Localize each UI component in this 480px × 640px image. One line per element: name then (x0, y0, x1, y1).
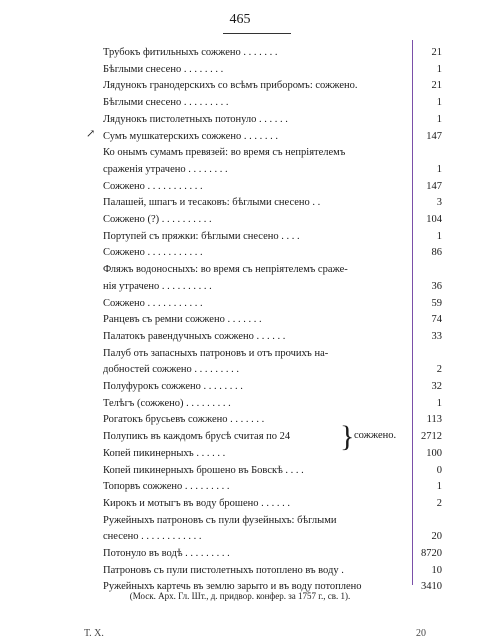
item-label: Трубокъ фитильныхъ сожжено . . . . . . . (103, 47, 278, 58)
margin-mark: ↗ (86, 128, 96, 140)
table-row (0, 563, 480, 579)
item-count: 3410 (421, 581, 442, 593)
source-footnote: (Моск. Арх. Гл. Шт., д. придвор. конфер. за 1757 г., св. 1). (129, 591, 351, 601)
item-label: Потонуло въ водѣ . . . . . . . . . (103, 548, 230, 559)
bottom-fragment-right: 20 (416, 628, 426, 639)
table-row (0, 429, 480, 445)
item-count: 36 (431, 280, 442, 292)
brace-label: сожжено. (354, 430, 397, 441)
item-count: 1 (436, 113, 442, 125)
item-label: Топорвъ сожжено . . . . . . . . . (103, 481, 230, 493)
item-count: 2712 (421, 431, 442, 443)
item-count: 100 (426, 447, 442, 459)
item-count: 2 (436, 497, 442, 509)
table-row (0, 463, 480, 479)
item-label: Полупикъ въ каждомъ брусѣ считая по 24 (103, 431, 291, 443)
item-count: 147 (426, 130, 442, 142)
item-label: Портупей съ пряжки: бѣглыми снесено . . . . (103, 230, 300, 242)
item-label: снесено . . . . . . . . . . . . (103, 531, 202, 543)
table-row (0, 296, 480, 312)
item-label: добностей сожжено . . . . . . . . . (103, 364, 240, 376)
item-label: Полуфурокъ сожжено . . . . . . . . (103, 381, 243, 392)
item-count: 104 (426, 214, 442, 225)
item-count: 86 (431, 247, 442, 259)
table-row (0, 329, 480, 345)
table-row (0, 245, 480, 261)
item-label: Сожжено (?) . . . . . . . . . . (103, 214, 212, 225)
table-row (0, 62, 480, 78)
item-label: Бѣглыми снесено . . . . . . . . . (103, 97, 229, 109)
table-row (0, 262, 480, 278)
item-label: нія утрачено . . . . . . . . . . (103, 280, 212, 292)
item-label: Сумъ мушкатерскихъ сожжено . . . . . . . (103, 130, 278, 142)
item-count: 2 (436, 364, 442, 376)
table-row (0, 496, 480, 512)
item-label: Кирокъ и мотыгъ въ воду брошено . . . . . . (103, 497, 291, 509)
item-label: Палуб оть запасныхъ патроновъ и отъ прочихъ на- (103, 347, 329, 359)
item-label: Бѣглыми снесено . . . . . . . . (103, 63, 224, 75)
item-count: 32 (431, 381, 442, 392)
item-label: Патроновъ съ пули пистолетныхъ потоплено въ воду . (103, 564, 344, 576)
table-row (0, 179, 480, 195)
item-count: 8720 (421, 548, 442, 559)
item-label: сраженія утрачено . . . . . . . . (103, 163, 228, 175)
item-label: Сожжено . . . . . . . . . . . (103, 297, 203, 309)
item-count: 74 (431, 314, 442, 326)
bottom-fragment-left: Т. Х. (84, 628, 104, 639)
item-label: Лядунокъ пистолетныхъ потонуло . . . . . . (103, 113, 288, 125)
item-count: 33 (431, 330, 442, 342)
item-label: Лядунокъ гранодерскихъ со всѣмъ приборомъ: сожжено. (103, 80, 358, 92)
item-label: Ранцевъ съ ремни сожжено . . . . . . . (103, 314, 262, 326)
item-label: Копей пикинерныхъ . . . . . . (103, 447, 226, 459)
item-count: 1 (436, 397, 442, 409)
item-label: Копей пикинерныхъ брошено въ Бовскѣ . . . . (103, 464, 304, 476)
table-row (0, 362, 480, 378)
table-row (0, 513, 480, 529)
item-count: 21 (431, 47, 442, 58)
item-count: 1 (436, 63, 442, 75)
item-count: 21 (431, 80, 442, 92)
table-row (0, 45, 480, 61)
table-row (0, 279, 480, 295)
table-row (0, 129, 480, 145)
table-row (0, 78, 480, 94)
table-row (0, 195, 480, 211)
item-label: Телѣгъ (сожжено) . . . . . . . . . (103, 397, 231, 409)
item-label: Ко онымъ сумамъ превязей: во время съ непріятелемъ (103, 147, 346, 159)
item-label: Ружейныхъ патроновъ съ пули фузейныхъ: бѣглыми (103, 514, 337, 526)
item-count: 0 (436, 464, 442, 476)
table-row (0, 312, 480, 328)
table-row (0, 212, 480, 228)
item-count: 1 (436, 163, 442, 175)
item-count: 10 (431, 564, 442, 576)
table-row (0, 229, 480, 245)
table-row (0, 95, 480, 111)
item-label: Палашей, шпагъ и тесаковъ: бѣглыми снесено . . (103, 197, 321, 209)
table-row (0, 546, 480, 562)
table-row (0, 112, 480, 128)
item-label: Рогатокъ брусьевъ сожжено . . . . . . . (103, 414, 265, 426)
table-row (0, 529, 480, 545)
item-count: 113 (426, 414, 442, 426)
item-label: Сожжено . . . . . . . . . . . (103, 247, 203, 259)
page-number: 465 (229, 12, 251, 27)
table-row (0, 145, 480, 161)
table-row (0, 396, 480, 412)
item-label: Палатокъ равендучныхъ сожжено . . . . . . (103, 330, 286, 342)
item-count: 147 (426, 180, 442, 192)
table-row (0, 446, 480, 462)
brace-icon: } (340, 420, 355, 453)
item-count: 1 (436, 97, 442, 109)
page-number-rule (223, 33, 291, 34)
table-row (0, 479, 480, 495)
item-label: Сожжено . . . . . . . . . . . (103, 180, 203, 192)
table-row (0, 162, 480, 178)
item-label: Ружейныхъ картечь въ землю зарыто и въ воду потоплено (103, 581, 362, 593)
item-count: 3 (436, 197, 442, 209)
item-count: 59 (431, 297, 442, 309)
table-row (0, 379, 480, 395)
item-count: 20 (431, 531, 442, 543)
item-label: Фляжъ водоносныхъ: во время съ непріятелемъ сраже- (103, 264, 348, 276)
table-row (0, 412, 480, 428)
item-count: 1 (436, 230, 442, 242)
table-row (0, 346, 480, 362)
item-count: 1 (436, 481, 442, 493)
